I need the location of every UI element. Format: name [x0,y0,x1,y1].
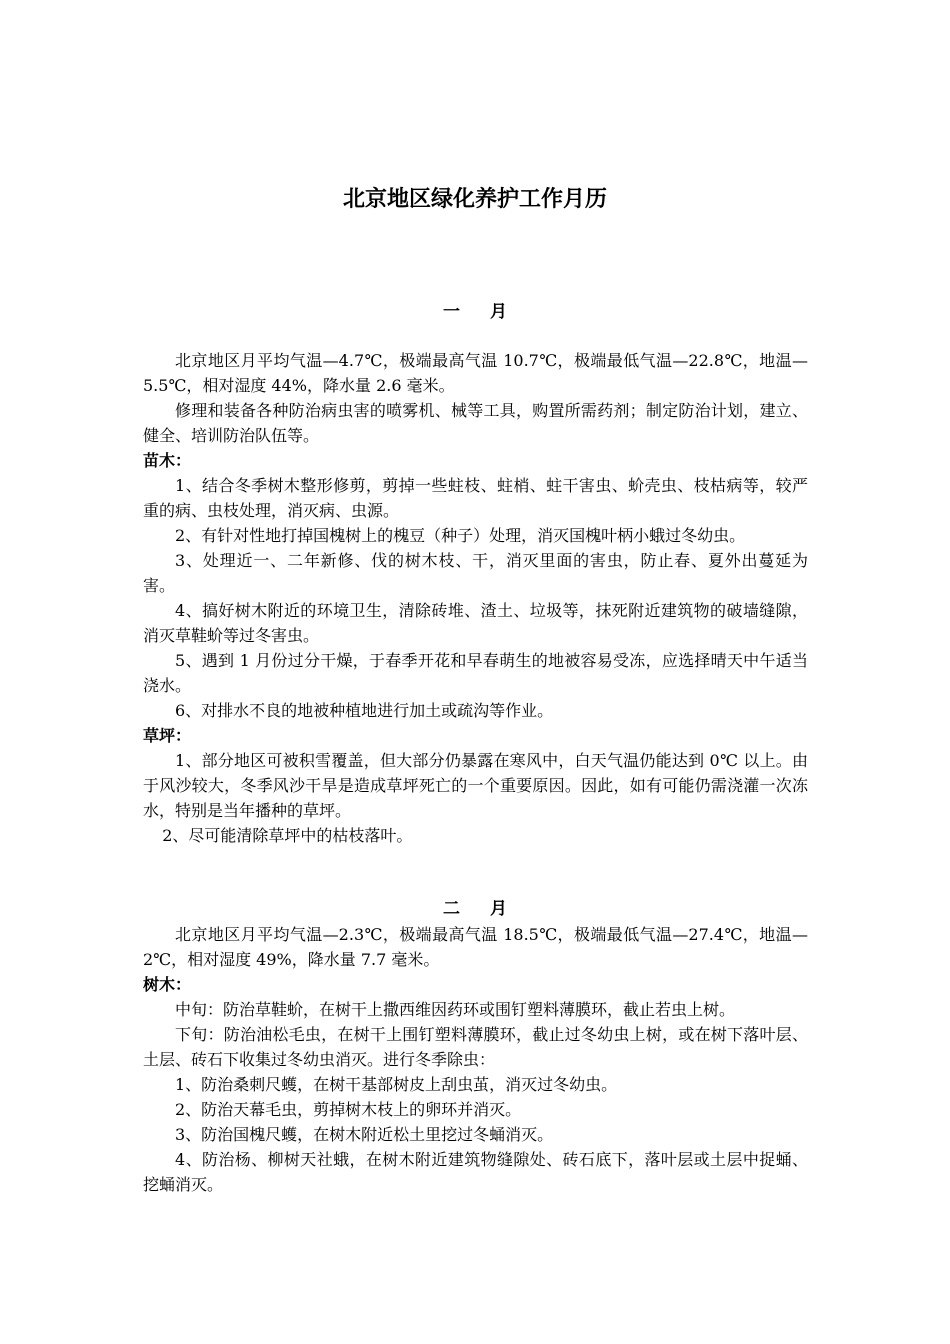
january-section [143,348,808,848]
nursery-item-2: 2、有针对性地打掉国槐树上的槐豆（种子）处理，消灭国槐叶柄小蛾过冬幼虫。 [175,526,746,545]
nursery-item-5: 5、遇到 1 月份过分干燥，于春季开花和早春萌生的地被容易受冻，应选择晴天中午适当浇水。 [143,651,808,695]
february-item-3: 3、防治国槐尺蠖，在树木附近松土里挖过冬蛹消灭。 [175,1125,554,1144]
lawn-item-2: 2、尽可能清除草坪中的枯枝落叶。 [162,826,413,845]
nursery-label: 苗木： [143,451,192,470]
january-climate: 北京地区月平均气温—4.7℃，极端最高气温 10.7℃，极端最低气温—22.8℃，地温—5.5℃，相对湿度 44%，降水量 2.6 毫米。 [143,351,808,395]
nursery-item-6: 6、对排水不良的地被种植地进行加土或疏沟等作业。 [175,701,554,720]
february-mid: 中旬：防治草鞋蚧，在树干上撒西维因药环或围钉塑料薄膜环，截止若虫上树。 [175,1000,736,1019]
february-item-2: 2、防治天幕毛虫，剪掉树木枝上的卵环并消灭。 [175,1100,522,1119]
february-item-4: 4、防治杨、柳树天社蛾，在树木附近建筑物缝隙处、砖石底下，落叶层或土层中捉蛹、挖蛹消灭。 [143,1150,808,1194]
january-prep: 修理和装备各种防治病虫害的喷雾机、械等工具，购置所需药剂；制定防治计划，建立、健全、培训防治队伍等。 [143,401,808,445]
nursery-item-1: 1、结合冬季树木整形修剪，剪掉一些蛀枝、蛀梢、蛀干害虫、蚧壳虫、枝枯病等，较严重的病、虫枝处理，消灭病、虫源。 [143,476,808,520]
lawn-label: 草坪： [143,726,192,745]
february-item-1: 1、防治桑刺尺蠖，在树干基部树皮上刮虫茧，消灭过冬幼虫。 [175,1075,618,1094]
february-section [143,922,808,1197]
document-title: 北京地区绿化养护工作月历 [342,187,607,212]
nursery-item-3: 3、处理近一、二年新修、伐的树木枝、干，消灭里面的害虫，防止春、夏外出蔓延为害。 [143,551,808,595]
month-heading-february: 二月 [443,899,537,919]
nursery-item-4: 4、搞好树木附近的环境卫生，清除砖堆、渣土、垃圾等，抹死附近建筑物的破墙缝隙，消灭草鞋蚧等过冬害虫。 [143,601,808,645]
february-late: 下旬：防治油松毛虫，在树干上围钉塑料薄膜环，截止过冬幼虫上树，或在树下落叶层、土层、砖石下收集过冬幼虫消灭。进行冬季除虫： [143,1025,808,1069]
lawn-item-1: 1、部分地区可被积雪覆盖，但大部分仍暴露在寒风中，白天气温仍能达到 0℃ 以上。由于风沙较大，冬季风沙干旱是造成草坪死亡的一个重要原因。因此，如有可能仍需浇灌一次冻水，特别是当年播种的草坪。 [143,751,808,820]
february-climate: 北京地区月平均气温—2.3℃，极端最高气温 18.5℃，极端最低气温—27.4℃，地温—2℃，相对湿度 49%，降水量 7.7 毫米。 [143,925,808,969]
trees-label: 树木： [143,975,192,994]
month-heading-january: 一月 [443,302,537,322]
